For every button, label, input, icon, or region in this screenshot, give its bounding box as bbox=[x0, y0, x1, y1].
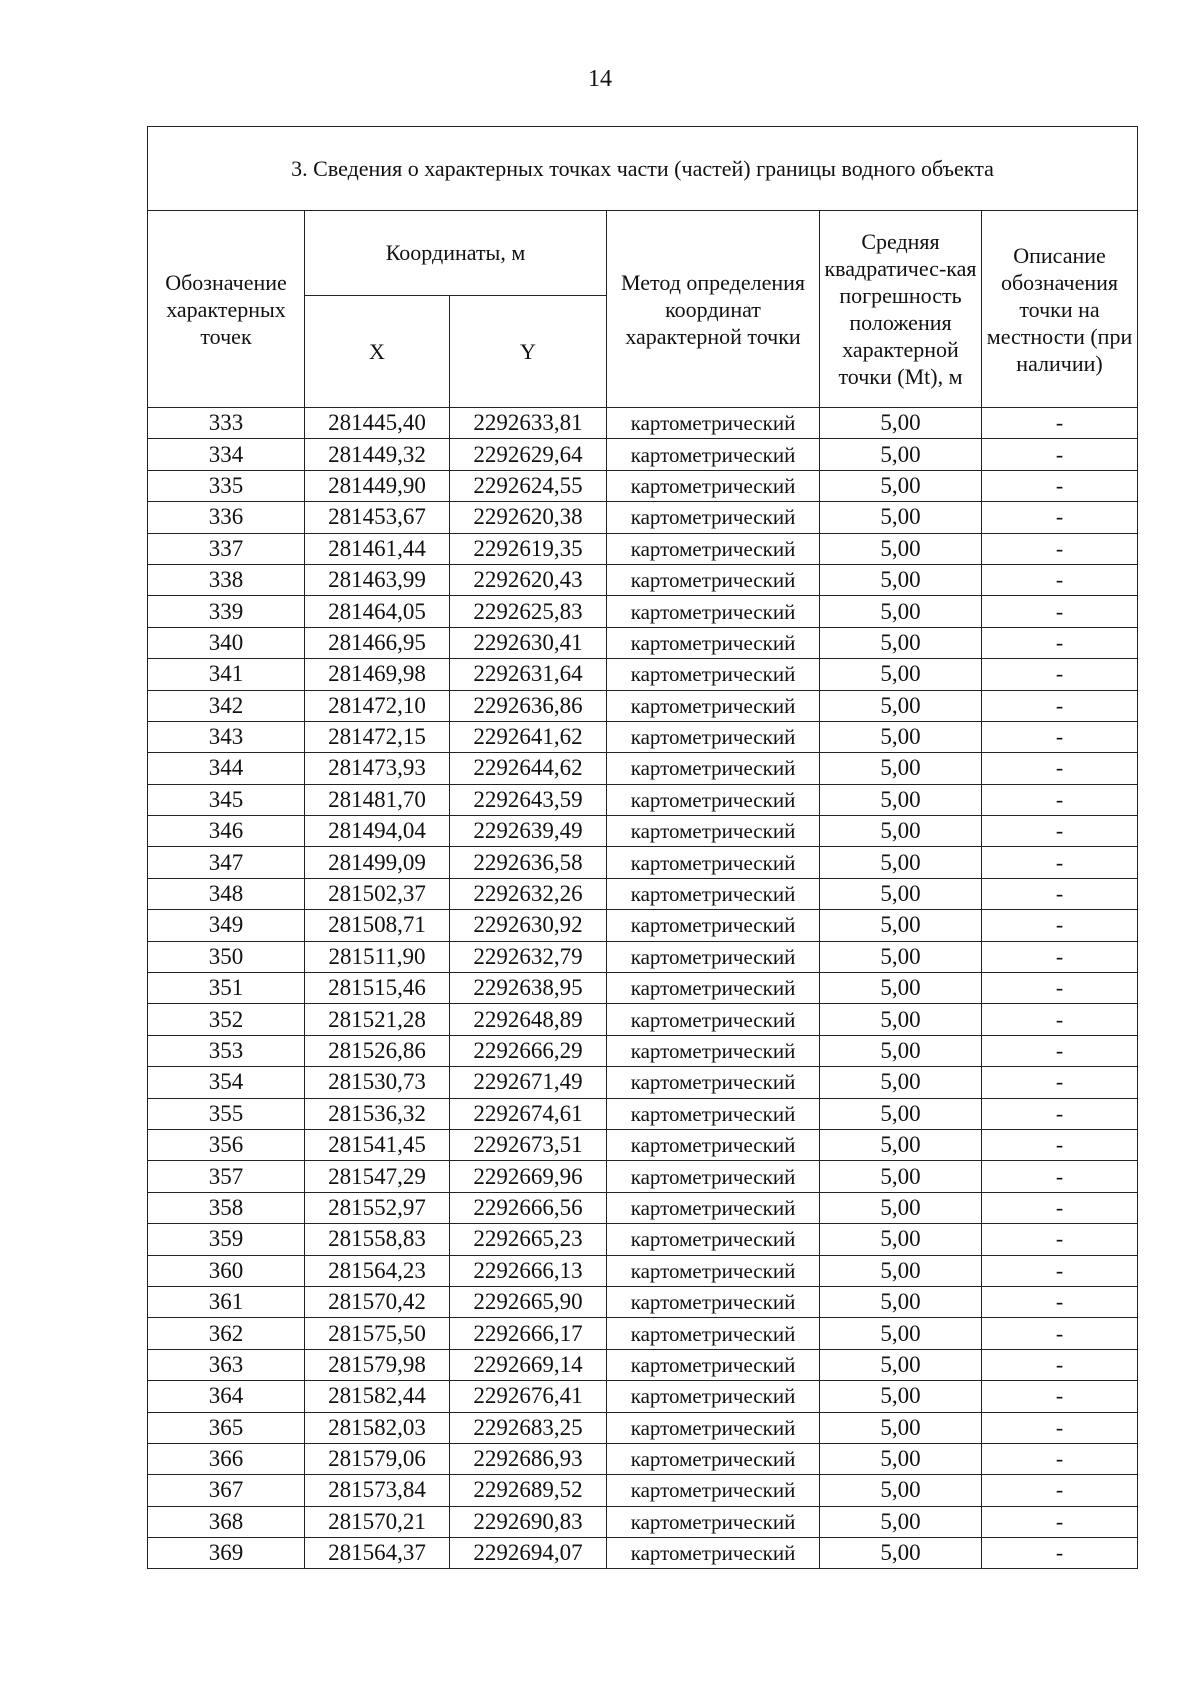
cell-x: 281573,84 bbox=[305, 1475, 450, 1506]
cell-method: картометрический bbox=[607, 973, 820, 1004]
cell-error: 5,00 bbox=[820, 502, 982, 533]
table-row bbox=[148, 627, 1138, 658]
cell-error: 5,00 bbox=[820, 1318, 982, 1349]
cell-description: - bbox=[982, 1349, 1138, 1380]
header-error: Средняя квадратичес-кая погрешность положения характерной точки (Mt), м bbox=[820, 211, 982, 408]
cell-description: - bbox=[982, 910, 1138, 941]
cell-method: картометрический bbox=[607, 816, 820, 847]
cell-error: 5,00 bbox=[820, 564, 982, 595]
cell-point: 364 bbox=[148, 1381, 305, 1412]
cell-error: 5,00 bbox=[820, 1067, 982, 1098]
cell-description: - bbox=[982, 408, 1138, 439]
cell-error: 5,00 bbox=[820, 1475, 982, 1506]
cell-point: 341 bbox=[148, 659, 305, 690]
cell-point: 334 bbox=[148, 439, 305, 470]
cell-description: - bbox=[982, 784, 1138, 815]
table-row bbox=[148, 1318, 1138, 1349]
header-coords: Координаты, м bbox=[305, 211, 607, 296]
cell-x: 281463,99 bbox=[305, 564, 450, 595]
cell-method: картометрический bbox=[607, 1538, 820, 1569]
cell-description: - bbox=[982, 1067, 1138, 1098]
cell-point: 342 bbox=[148, 690, 305, 721]
cell-point: 345 bbox=[148, 784, 305, 815]
cell-error: 5,00 bbox=[820, 439, 982, 470]
cell-x: 281511,90 bbox=[305, 941, 450, 972]
cell-description: - bbox=[982, 564, 1138, 595]
cell-y: 2292665,90 bbox=[450, 1286, 607, 1317]
cell-error: 5,00 bbox=[820, 1035, 982, 1066]
cell-x: 281570,21 bbox=[305, 1506, 450, 1537]
cell-error: 5,00 bbox=[820, 1004, 982, 1035]
table-row bbox=[148, 1098, 1138, 1129]
cell-y: 2292669,14 bbox=[450, 1349, 607, 1380]
cell-error: 5,00 bbox=[820, 627, 982, 658]
table-row bbox=[148, 1067, 1138, 1098]
cell-error: 5,00 bbox=[820, 533, 982, 564]
cell-x: 281466,95 bbox=[305, 627, 450, 658]
cell-y: 2292629,64 bbox=[450, 439, 607, 470]
cell-y: 2292676,41 bbox=[450, 1381, 607, 1412]
cell-description: - bbox=[982, 659, 1138, 690]
cell-method: картометрический bbox=[607, 1067, 820, 1098]
cell-description: - bbox=[982, 596, 1138, 627]
cell-method: картометрический bbox=[607, 564, 820, 595]
table-row bbox=[148, 847, 1138, 878]
cell-error: 5,00 bbox=[820, 1129, 982, 1160]
cell-point: 365 bbox=[148, 1412, 305, 1443]
table-row bbox=[148, 690, 1138, 721]
table-row bbox=[148, 1192, 1138, 1223]
cell-x: 281461,44 bbox=[305, 533, 450, 564]
cell-point: 339 bbox=[148, 596, 305, 627]
cell-point: 362 bbox=[148, 1318, 305, 1349]
cell-x: 281579,98 bbox=[305, 1349, 450, 1380]
table-row bbox=[148, 502, 1138, 533]
cell-y: 2292666,56 bbox=[450, 1192, 607, 1223]
cell-method: картометрический bbox=[607, 941, 820, 972]
cell-error: 5,00 bbox=[820, 1192, 982, 1223]
cell-description: - bbox=[982, 878, 1138, 909]
cell-point: 360 bbox=[148, 1255, 305, 1286]
cell-description: - bbox=[982, 533, 1138, 564]
boundary-points-table bbox=[147, 126, 1138, 1569]
cell-error: 5,00 bbox=[820, 816, 982, 847]
cell-method: картометрический bbox=[607, 502, 820, 533]
cell-x: 281494,04 bbox=[305, 816, 450, 847]
table-row bbox=[148, 1224, 1138, 1255]
cell-method: картометрический bbox=[607, 1506, 820, 1537]
cell-error: 5,00 bbox=[820, 1443, 982, 1474]
page-number: 14 bbox=[588, 66, 612, 92]
header-y: Y bbox=[450, 296, 607, 408]
cell-x: 281464,05 bbox=[305, 596, 450, 627]
cell-point: 353 bbox=[148, 1035, 305, 1066]
cell-method: картометрический bbox=[607, 910, 820, 941]
cell-error: 5,00 bbox=[820, 1349, 982, 1380]
cell-error: 5,00 bbox=[820, 721, 982, 752]
cell-method: картометрический bbox=[607, 439, 820, 470]
cell-point: 346 bbox=[148, 816, 305, 847]
table-row bbox=[148, 659, 1138, 690]
cell-method: картометрический bbox=[607, 1381, 820, 1412]
cell-error: 5,00 bbox=[820, 1255, 982, 1286]
table-row bbox=[148, 1255, 1138, 1286]
cell-point: 349 bbox=[148, 910, 305, 941]
table-row bbox=[148, 1286, 1138, 1317]
cell-point: 355 bbox=[148, 1098, 305, 1129]
cell-method: картометрический bbox=[607, 1255, 820, 1286]
cell-description: - bbox=[982, 973, 1138, 1004]
cell-description: - bbox=[982, 1506, 1138, 1537]
cell-y: 2292643,59 bbox=[450, 784, 607, 815]
cell-error: 5,00 bbox=[820, 847, 982, 878]
cell-y: 2292630,41 bbox=[450, 627, 607, 658]
cell-y: 2292638,95 bbox=[450, 973, 607, 1004]
cell-description: - bbox=[982, 1004, 1138, 1035]
cell-point: 333 bbox=[148, 408, 305, 439]
table-row bbox=[148, 1004, 1138, 1035]
table-row bbox=[148, 439, 1138, 470]
cell-description: - bbox=[982, 1443, 1138, 1474]
cell-y: 2292631,64 bbox=[450, 659, 607, 690]
table-row bbox=[148, 816, 1138, 847]
cell-point: 347 bbox=[148, 847, 305, 878]
cell-method: картометрический bbox=[607, 784, 820, 815]
table-row bbox=[148, 1475, 1138, 1506]
cell-point: 335 bbox=[148, 470, 305, 501]
cell-method: картометрический bbox=[607, 1161, 820, 1192]
cell-x: 281445,40 bbox=[305, 408, 450, 439]
cell-description: - bbox=[982, 753, 1138, 784]
cell-y: 2292694,07 bbox=[450, 1538, 607, 1569]
cell-y: 2292669,96 bbox=[450, 1161, 607, 1192]
table-row bbox=[148, 910, 1138, 941]
cell-error: 5,00 bbox=[820, 973, 982, 1004]
cell-method: картометрический bbox=[607, 470, 820, 501]
cell-error: 5,00 bbox=[820, 784, 982, 815]
cell-y: 2292683,25 bbox=[450, 1412, 607, 1443]
cell-x: 281449,90 bbox=[305, 470, 450, 501]
header-method: Метод определения координат характерной точки bbox=[607, 211, 820, 408]
table-row bbox=[148, 753, 1138, 784]
cell-point: 361 bbox=[148, 1286, 305, 1317]
cell-x: 281558,83 bbox=[305, 1224, 450, 1255]
table-row bbox=[148, 878, 1138, 909]
cell-description: - bbox=[982, 1412, 1138, 1443]
cell-x: 281499,09 bbox=[305, 847, 450, 878]
cell-point: 352 bbox=[148, 1004, 305, 1035]
cell-method: картометрический bbox=[607, 1318, 820, 1349]
table-row bbox=[148, 596, 1138, 627]
cell-point: 344 bbox=[148, 753, 305, 784]
cell-method: картометрический bbox=[607, 690, 820, 721]
cell-description: - bbox=[982, 1538, 1138, 1569]
cell-x: 281541,45 bbox=[305, 1129, 450, 1160]
cell-description: - bbox=[982, 1224, 1138, 1255]
cell-description: - bbox=[982, 439, 1138, 470]
cell-method: картометрический bbox=[607, 533, 820, 564]
cell-error: 5,00 bbox=[820, 1412, 982, 1443]
cell-point: 348 bbox=[148, 878, 305, 909]
cell-description: - bbox=[982, 1381, 1138, 1412]
cell-y: 2292632,26 bbox=[450, 878, 607, 909]
cell-point: 351 bbox=[148, 973, 305, 1004]
cell-y: 2292625,83 bbox=[450, 596, 607, 627]
cell-point: 366 bbox=[148, 1443, 305, 1474]
cell-error: 5,00 bbox=[820, 690, 982, 721]
cell-x: 281521,28 bbox=[305, 1004, 450, 1035]
table-row bbox=[148, 533, 1138, 564]
cell-method: картометрический bbox=[607, 878, 820, 909]
cell-point: 363 bbox=[148, 1349, 305, 1380]
cell-x: 281575,50 bbox=[305, 1318, 450, 1349]
cell-description: - bbox=[982, 627, 1138, 658]
cell-method: картометрический bbox=[607, 627, 820, 658]
cell-y: 2292686,93 bbox=[450, 1443, 607, 1474]
cell-x: 281552,97 bbox=[305, 1192, 450, 1223]
cell-description: - bbox=[982, 1475, 1138, 1506]
cell-point: 369 bbox=[148, 1538, 305, 1569]
cell-method: картометрический bbox=[607, 847, 820, 878]
cell-x: 281536,32 bbox=[305, 1098, 450, 1129]
cell-point: 357 bbox=[148, 1161, 305, 1192]
cell-error: 5,00 bbox=[820, 1381, 982, 1412]
cell-method: картометрический bbox=[607, 1129, 820, 1160]
boundary-points-table-container bbox=[147, 126, 1137, 1569]
cell-y: 2292641,62 bbox=[450, 721, 607, 752]
cell-error: 5,00 bbox=[820, 1161, 982, 1192]
cell-point: 338 bbox=[148, 564, 305, 595]
cell-method: картометрический bbox=[607, 753, 820, 784]
cell-point: 336 bbox=[148, 502, 305, 533]
cell-description: - bbox=[982, 941, 1138, 972]
cell-y: 2292632,79 bbox=[450, 941, 607, 972]
cell-description: - bbox=[982, 1286, 1138, 1317]
cell-y: 2292620,38 bbox=[450, 502, 607, 533]
cell-y: 2292619,35 bbox=[450, 533, 607, 564]
table-row bbox=[148, 470, 1138, 501]
cell-y: 2292636,86 bbox=[450, 690, 607, 721]
header-x: X bbox=[305, 296, 450, 408]
cell-description: - bbox=[982, 721, 1138, 752]
table-row bbox=[148, 1443, 1138, 1474]
cell-error: 5,00 bbox=[820, 659, 982, 690]
cell-x: 281502,37 bbox=[305, 878, 450, 909]
table-row bbox=[148, 1412, 1138, 1443]
cell-x: 281530,73 bbox=[305, 1067, 450, 1098]
header-point: Обозначение характерных точек bbox=[148, 211, 305, 408]
cell-x: 281564,23 bbox=[305, 1255, 450, 1286]
cell-y: 2292666,17 bbox=[450, 1318, 607, 1349]
cell-method: картометрический bbox=[607, 1443, 820, 1474]
cell-x: 281508,71 bbox=[305, 910, 450, 941]
cell-description: - bbox=[982, 1035, 1138, 1066]
cell-x: 281453,67 bbox=[305, 502, 450, 533]
cell-method: картометрический bbox=[607, 1286, 820, 1317]
cell-description: - bbox=[982, 847, 1138, 878]
cell-error: 5,00 bbox=[820, 1098, 982, 1129]
cell-x: 281481,70 bbox=[305, 784, 450, 815]
cell-y: 2292630,92 bbox=[450, 910, 607, 941]
cell-point: 358 bbox=[148, 1192, 305, 1223]
cell-y: 2292665,23 bbox=[450, 1224, 607, 1255]
table-row bbox=[148, 1538, 1138, 1569]
cell-method: картометрический bbox=[607, 1192, 820, 1223]
cell-x: 281570,42 bbox=[305, 1286, 450, 1317]
table-row bbox=[148, 1506, 1138, 1537]
cell-error: 5,00 bbox=[820, 408, 982, 439]
cell-description: - bbox=[982, 690, 1138, 721]
cell-error: 5,00 bbox=[820, 1506, 982, 1537]
table-row bbox=[148, 1129, 1138, 1160]
cell-point: 343 bbox=[148, 721, 305, 752]
cell-error: 5,00 bbox=[820, 596, 982, 627]
cell-error: 5,00 bbox=[820, 1286, 982, 1317]
cell-method: картометрический bbox=[607, 408, 820, 439]
cell-method: картометрический bbox=[607, 1475, 820, 1506]
cell-error: 5,00 bbox=[820, 753, 982, 784]
cell-x: 281473,93 bbox=[305, 753, 450, 784]
header-description: Описание обозначения точки на местности (при наличии) bbox=[982, 211, 1138, 408]
cell-y: 2292666,13 bbox=[450, 1255, 607, 1286]
cell-point: 350 bbox=[148, 941, 305, 972]
cell-description: - bbox=[982, 816, 1138, 847]
cell-y: 2292671,49 bbox=[450, 1067, 607, 1098]
cell-method: картометрический bbox=[607, 596, 820, 627]
cell-method: картометрический bbox=[607, 1098, 820, 1129]
table-row bbox=[148, 1381, 1138, 1412]
cell-point: 337 bbox=[148, 533, 305, 564]
table-row bbox=[148, 784, 1138, 815]
cell-error: 5,00 bbox=[820, 1224, 982, 1255]
cell-error: 5,00 bbox=[820, 878, 982, 909]
cell-x: 281582,03 bbox=[305, 1412, 450, 1443]
cell-y: 2292636,58 bbox=[450, 847, 607, 878]
table-row bbox=[148, 1161, 1138, 1192]
cell-y: 2292648,89 bbox=[450, 1004, 607, 1035]
table-row bbox=[148, 564, 1138, 595]
cell-x: 281564,37 bbox=[305, 1538, 450, 1569]
cell-y: 2292673,51 bbox=[450, 1129, 607, 1160]
cell-x: 281472,15 bbox=[305, 721, 450, 752]
cell-y: 2292644,62 bbox=[450, 753, 607, 784]
cell-description: - bbox=[982, 1255, 1138, 1286]
table-body bbox=[148, 408, 1138, 1569]
cell-method: картометрический bbox=[607, 1349, 820, 1380]
cell-point: 340 bbox=[148, 627, 305, 658]
cell-y: 2292624,55 bbox=[450, 470, 607, 501]
cell-x: 281579,06 bbox=[305, 1443, 450, 1474]
cell-x: 281449,32 bbox=[305, 439, 450, 470]
cell-method: картометрический bbox=[607, 1035, 820, 1066]
cell-x: 281582,44 bbox=[305, 1381, 450, 1412]
cell-y: 2292690,83 bbox=[450, 1506, 607, 1537]
cell-x: 281472,10 bbox=[305, 690, 450, 721]
cell-description: - bbox=[982, 470, 1138, 501]
cell-description: - bbox=[982, 502, 1138, 533]
cell-y: 2292639,49 bbox=[450, 816, 607, 847]
cell-description: - bbox=[982, 1192, 1138, 1223]
cell-error: 5,00 bbox=[820, 910, 982, 941]
cell-y: 2292666,29 bbox=[450, 1035, 607, 1066]
cell-method: картометрический bbox=[607, 1004, 820, 1035]
cell-x: 281526,86 bbox=[305, 1035, 450, 1066]
cell-point: 354 bbox=[148, 1067, 305, 1098]
cell-y: 2292674,61 bbox=[450, 1098, 607, 1129]
cell-description: - bbox=[982, 1318, 1138, 1349]
cell-method: картометрический bbox=[607, 1412, 820, 1443]
cell-x: 281547,29 bbox=[305, 1161, 450, 1192]
table-row bbox=[148, 1349, 1138, 1380]
section-title: 3. Сведения о характерных точках части (частей) границы водного объекта bbox=[148, 127, 1138, 211]
cell-x: 281515,46 bbox=[305, 973, 450, 1004]
cell-error: 5,00 bbox=[820, 1538, 982, 1569]
cell-description: - bbox=[982, 1098, 1138, 1129]
cell-method: картометрический bbox=[607, 1224, 820, 1255]
cell-y: 2292633,81 bbox=[450, 408, 607, 439]
table-row bbox=[148, 721, 1138, 752]
cell-error: 5,00 bbox=[820, 941, 982, 972]
table-row bbox=[148, 1035, 1138, 1066]
cell-point: 368 bbox=[148, 1506, 305, 1537]
table-row bbox=[148, 941, 1138, 972]
cell-x: 281469,98 bbox=[305, 659, 450, 690]
cell-error: 5,00 bbox=[820, 470, 982, 501]
cell-point: 356 bbox=[148, 1129, 305, 1160]
cell-method: картометрический bbox=[607, 659, 820, 690]
table-row bbox=[148, 973, 1138, 1004]
cell-y: 2292620,43 bbox=[450, 564, 607, 595]
cell-method: картометрический bbox=[607, 721, 820, 752]
cell-y: 2292689,52 bbox=[450, 1475, 607, 1506]
cell-point: 367 bbox=[148, 1475, 305, 1506]
table-row bbox=[148, 408, 1138, 439]
cell-description: - bbox=[982, 1129, 1138, 1160]
cell-point: 359 bbox=[148, 1224, 305, 1255]
cell-description: - bbox=[982, 1161, 1138, 1192]
